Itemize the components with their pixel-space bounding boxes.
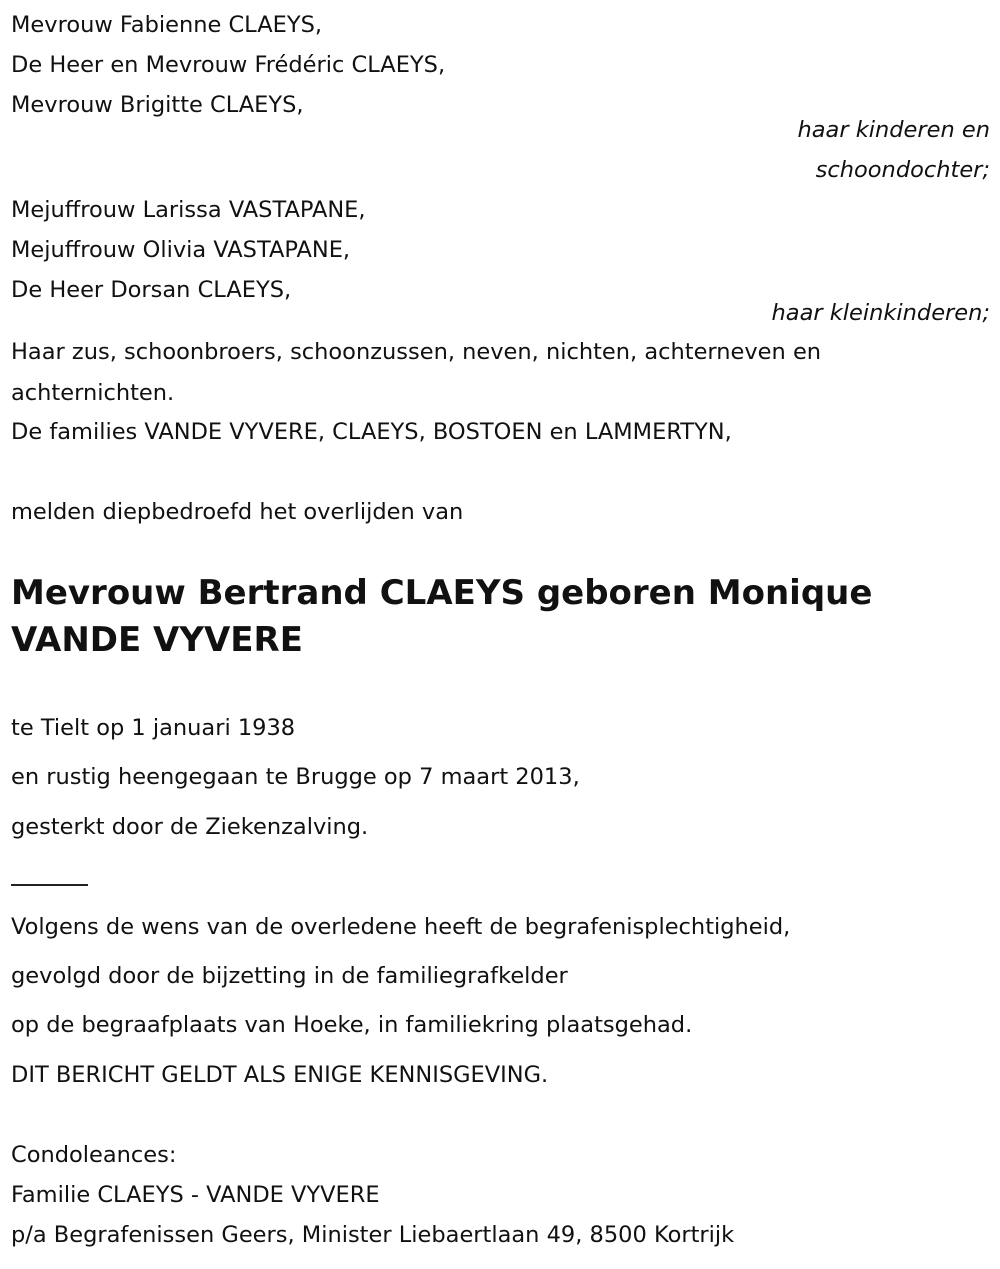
condolences-line: p/a Begrafenissen Geers, Minister Liebaertlaan 49, 8500 Kortrijk (11, 1222, 735, 1248)
date-line: te Tielt op 1 januari 1938 (11, 715, 296, 741)
relatives-line: De families VANDE VYVERE, CLAEYS, BOSTOEN en LAMMERTYN, (11, 419, 732, 445)
funeral-line: gevolgd door de bijzetting in de familiegrafkelder (11, 963, 568, 989)
funeral-line: Volgens de wens van de overledene heeft de begrafenisplechtigheid, (11, 914, 791, 940)
funeral-line: op de begraafplaats van Hoeke, in familiekring plaatsgehad. (11, 1012, 693, 1038)
announcement: melden diepbedroefd het overlijden van (11, 499, 464, 525)
grandchild-line: Mejuffrouw Olivia VASTAPANE, (11, 237, 351, 263)
grandchild-line: De Heer Dorsan CLAEYS, (11, 277, 292, 303)
relatives-line: achternichten. (11, 380, 175, 406)
grandchildren-role: haar kleinkinderen; (771, 300, 990, 326)
divider (11, 884, 88, 886)
funeral-line: DIT BERICHT GELDT ALS ENIGE KENNISGEVING. (11, 1062, 549, 1088)
child-line: Mevrouw Brigitte CLAEYS, (11, 92, 304, 118)
date-line: en rustig heengegaan te Brugge op 7 maart 2013, (11, 764, 580, 790)
child-line: Mevrouw Fabienne CLAEYS, (11, 12, 323, 38)
children-role: haar kinderen en (797, 117, 990, 143)
condolences-line: Familie CLAEYS - VANDE VYVERE (11, 1182, 380, 1208)
grandchild-line: Mejuffrouw Larissa VASTAPANE, (11, 197, 366, 223)
relatives-line: Haar zus, schoonbroers, schoonzussen, neven, nichten, achterneven en (11, 339, 822, 365)
date-line: gesterkt door de Ziekenzalving. (11, 814, 369, 840)
condolences-line: Condoleances: (11, 1142, 177, 1168)
child-line: De Heer en Mevrouw Frédéric CLAEYS, (11, 52, 446, 78)
children-role: schoondochter; (815, 157, 990, 183)
deceased-name: Mevrouw Bertrand CLAEYS geboren Monique (11, 573, 873, 613)
deceased-name: VANDE VYVERE (11, 620, 303, 660)
